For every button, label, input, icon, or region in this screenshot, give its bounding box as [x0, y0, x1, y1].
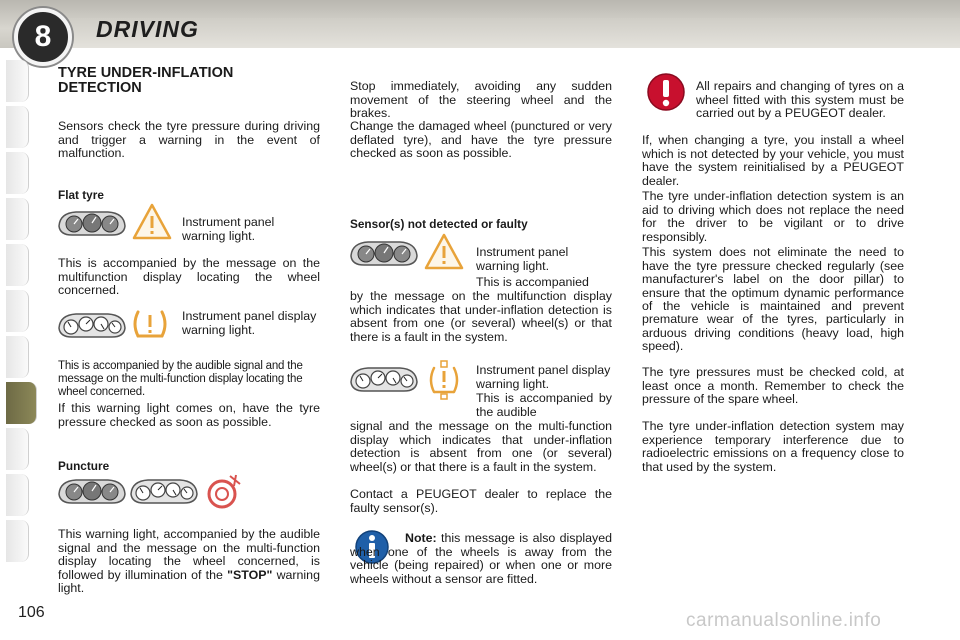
flat-tyre-heading: Flat tyre	[58, 187, 104, 202]
puncture-text-body: This warning light, accompanied by the audible signal and the message on the multi-function display locating the wheel concerned, is followed by illumination of the	[58, 527, 320, 582]
puncture-stop: "STOP"	[227, 567, 273, 582]
flat-text-3: If this warning light comes on, have the tyre pressure checked as soon as possible.	[58, 401, 320, 429]
chapter-tabs	[6, 60, 32, 566]
page-number: 106	[18, 604, 45, 621]
chapter-tab[interactable]	[6, 106, 29, 148]
col3-text-3: This system does not eliminate the need to have the tyre pressure checked regularly (see manufacturer's label on the door pillar) to ensure that the optimum dynamic performance of the vehicle is maintained and prevent premature wear of the tyres, particularly in arduous driving conditions (heavy load, high speed).	[642, 245, 904, 354]
flat-caption-1: Instrument panel warning light.	[182, 215, 275, 243]
note-text	[350, 532, 612, 586]
col3-text-1: If, when changing a tyre, you install a wheel which is not detected by your vehicle, you must have the system reinitialised by a PEUGEOT dealer.	[642, 133, 904, 188]
puncture-text-end: warning light.	[58, 567, 320, 596]
watermark: carmanualsonline.info	[686, 610, 882, 631]
puncture-text	[58, 528, 320, 595]
instrument-panel-icon	[56, 476, 128, 506]
sensor-caption-1: Instrument panel warning light.	[476, 245, 569, 273]
sensor-caption-3: Instrument panel display warning light.	[476, 363, 611, 391]
intro-text: Sensors check the tyre pressure during driving and trigger a warning in the event of malfunction.	[58, 119, 320, 161]
puncture-heading: Puncture	[58, 458, 110, 473]
instrument-panel-icon	[128, 476, 200, 506]
chapter-tab[interactable]	[6, 520, 29, 562]
chapter-number: 8	[14, 8, 72, 66]
sensor-text-1: by the message on the multifunction display which indicates that under-inflation detection is absent from one (or several) wheel(s) or that there is a fault in the system.	[350, 289, 612, 344]
alert-exclamation-icon	[646, 72, 686, 112]
chapter-tab[interactable]	[6, 290, 29, 332]
chapter-tab[interactable]	[6, 60, 29, 102]
alert-text: All repairs and changing of tyres on a wheel fitted with this system must be carried out by a PEUGEOT dealer.	[696, 79, 904, 121]
instrument-panel-icon	[348, 238, 420, 268]
col3-text-2: The tyre under-inflation detection system is an aid to driving which does not replace the need for the driver to be vigilant or to drive responsibly.	[642, 189, 904, 244]
chapter-tab[interactable]	[6, 244, 29, 286]
col3-text-4: The tyre pressures must be checked cold, at least once a month. Remember to check the pressure of the spare wheel.	[642, 365, 904, 407]
note-body: this message is also displayed when one of the wheels is away from the vehicle (being repaired) or when one or more wheels without a sensor are fitted.	[350, 531, 613, 586]
instrument-panel-icon	[348, 364, 420, 394]
chapter-title: DRIVING	[96, 16, 199, 42]
chapter-tab-active[interactable]	[6, 382, 37, 424]
chapter-tab[interactable]	[6, 474, 29, 516]
warning-triangle-icon	[424, 232, 464, 272]
flat-text-1: This is accompanied by the message on the multifunction display locating the wheel concerned.	[58, 256, 320, 298]
col2-text-2: Change the damaged wheel (punctured or very deflated tyre), and have the tyre pressure checked as soon as possible.	[350, 119, 612, 161]
instrument-panel-icon	[56, 310, 128, 340]
sensor-fault-icon	[424, 358, 464, 400]
chapter-tab[interactable]	[6, 336, 29, 378]
chapter-tab[interactable]	[6, 428, 29, 470]
chapter-tab[interactable]	[6, 198, 29, 240]
chapter-tab[interactable]	[6, 152, 29, 194]
sensor-caption-2: This is accompanied	[476, 275, 589, 290]
warning-triangle-icon	[132, 202, 172, 242]
sensor-heading: Sensor(s) not detected or faulty	[350, 216, 528, 231]
instrument-panel-icon	[56, 208, 128, 238]
col3-text-5: The tyre under-inflation detection system may experience temporary interference due to radioelectric emissions on a frequency close to that used by the system.	[642, 419, 904, 474]
tyre-pressure-icon	[130, 306, 170, 342]
note-label: Note:	[405, 531, 437, 546]
puncture-icon	[204, 472, 244, 510]
chapter-header	[0, 0, 960, 53]
sensor-text-3: Contact a PEUGEOT dealer to replace the faulty sensor(s).	[350, 487, 612, 515]
sensor-text-2: signal and the message on the multi-function display which indicates that under-inflation detection is absent from one (or several) wheel(s) or that there is a fault in the system.	[350, 419, 612, 474]
flat-text-2: This is accompanied by the audible signal and the message on the multi-function display locating the wheel concerned.	[58, 359, 303, 398]
column-1	[58, 66, 320, 96]
sensor-caption-4: This is accompanied by the audible	[476, 391, 612, 419]
col2-text-1: Stop immediately, avoiding any sudden movement of the steering wheel and the brakes.	[350, 79, 612, 121]
flat-caption-2: Instrument panel display warning light.	[182, 309, 317, 337]
section-title: TYRE UNDER-INFLATION DETECTION	[58, 65, 234, 96]
